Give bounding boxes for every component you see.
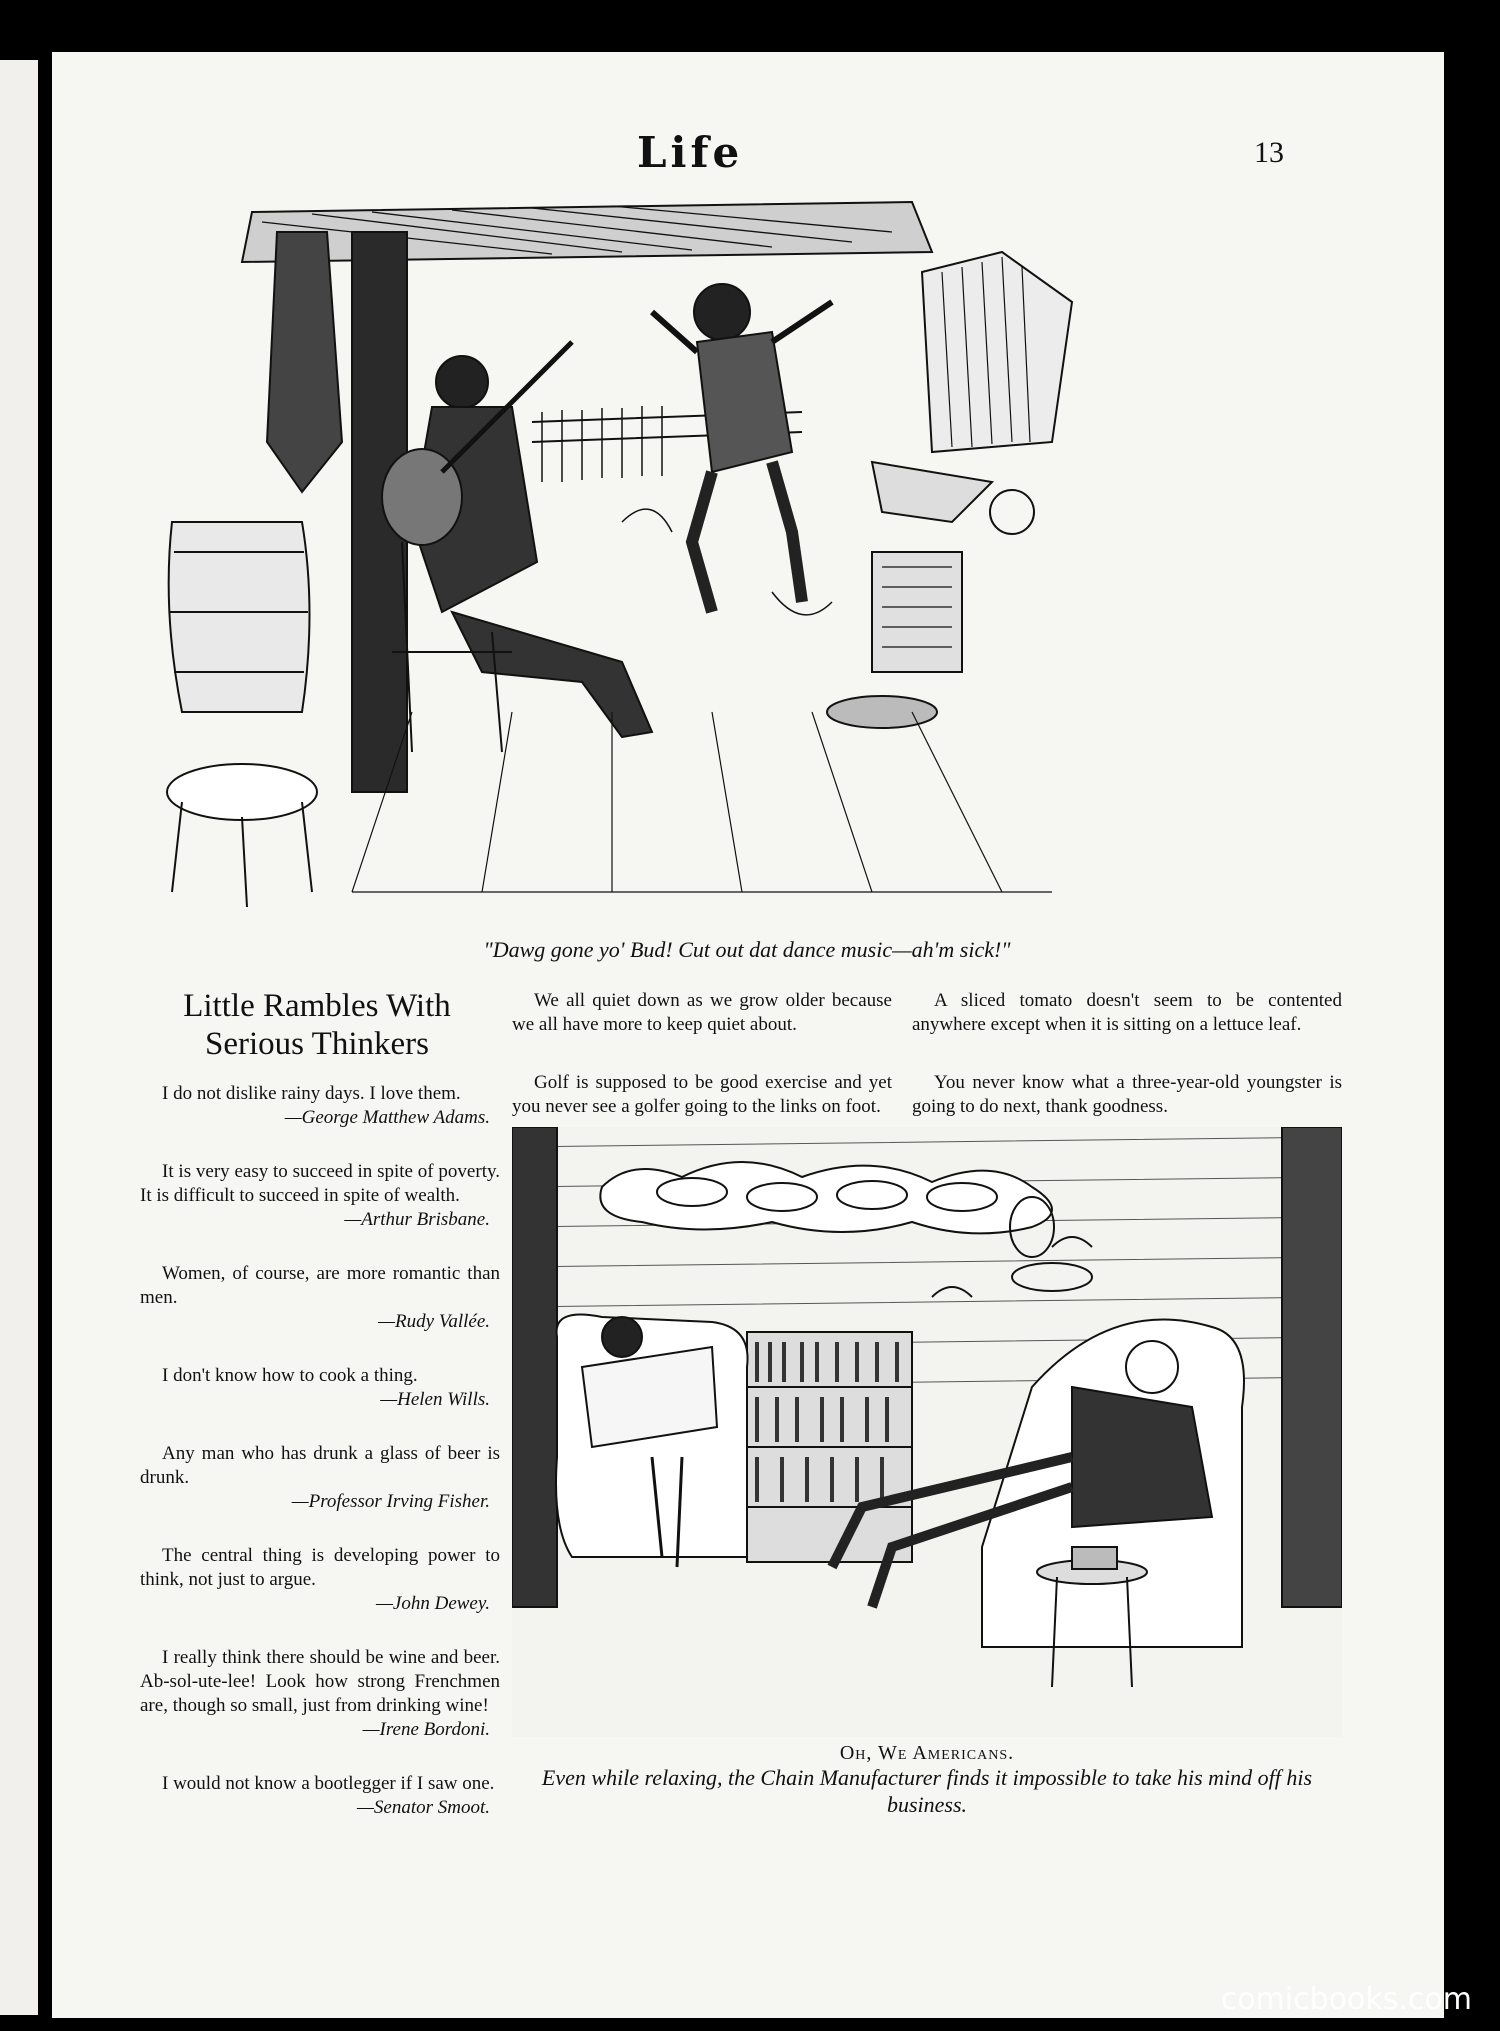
quote-item xyxy=(140,1442,500,1514)
cartoon1-caption: "Dawg gone yo' Bud! Cut out dat dance music—ah'm sick!" xyxy=(483,937,1011,962)
porch-dance-cartoon xyxy=(152,192,1342,912)
joke-paragraph: You never know what a three-year-old youngster is going to do next, thank goodness. xyxy=(912,1072,1342,1117)
quote-text: I would not know a bootlegger if I saw one. xyxy=(162,1773,495,1794)
facing-page-edge xyxy=(0,60,38,2015)
watermark: comicbooks.com xyxy=(1220,1982,1472,2017)
quote-author: —Rudy Vallée. xyxy=(378,1311,490,1332)
quote-text: I don't know how to cook a thing. xyxy=(162,1365,418,1386)
cartoon2-caption-body: Even while relaxing, the Chain Manufacturer finds it impossible to take his mind off his business. xyxy=(541,1765,1313,1817)
magazine-page xyxy=(52,52,1444,2018)
quote-author: —John Dewey. xyxy=(376,1593,490,1614)
quote-author: —Senator Smoot. xyxy=(357,1797,490,1818)
quote-text: I do not dislike rainy days. I love them. xyxy=(162,1083,461,1104)
living-room-cartoon xyxy=(512,1127,1342,1737)
quote-author: —Arthur Brisbane. xyxy=(344,1209,490,1230)
quote-item xyxy=(140,1364,500,1412)
quote-item xyxy=(140,1646,500,1742)
quote-text: Any man who has drunk a glass of beer is drunk. xyxy=(140,1443,500,1488)
quotes-column xyxy=(140,1082,500,1850)
page-number: 13 xyxy=(1254,136,1284,169)
joke-paragraph: Golf is supposed to be good exercise and yet you never see a golfer going to the links on foot. xyxy=(512,1072,892,1117)
quote-item xyxy=(140,1544,500,1616)
quote-item xyxy=(140,1772,500,1820)
quote-text: Women, of course, are more romantic than men. xyxy=(140,1263,500,1308)
joke-paragraph: A sliced tomato doesn't seem to be contented anywhere except when it is sitting on a lettuce leaf. xyxy=(912,990,1342,1035)
quote-text: The central thing is developing power to think, not just to argue. xyxy=(140,1545,500,1590)
quote-item xyxy=(140,1082,500,1130)
joke-paragraph: We all quiet down as we grow older because we all have more to keep quiet about. xyxy=(512,990,892,1035)
quote-author: —Helen Wills. xyxy=(380,1389,490,1410)
masthead-title: Life xyxy=(637,128,744,177)
article-title: Little Rambles With Serious Thinkers xyxy=(183,988,451,1062)
quote-author: —Professor Irving Fisher. xyxy=(291,1491,490,1512)
quote-author: —Irene Bordoni. xyxy=(362,1719,490,1740)
quote-item xyxy=(140,1160,500,1232)
quote-author: —George Matthew Adams. xyxy=(284,1107,490,1128)
quote-text: It is very easy to succeed in spite of poverty. It is difficult to succeed in spite of wealth. xyxy=(140,1161,500,1206)
quote-text: I really think there should be wine and beer. Ab-sol-ute-lee! Look how strong Frenchmen are, though so small, just from drinking wine! xyxy=(140,1647,500,1716)
cartoon2-caption-title: Oh, We Americans. xyxy=(839,1742,1015,1764)
quote-item xyxy=(140,1262,500,1334)
